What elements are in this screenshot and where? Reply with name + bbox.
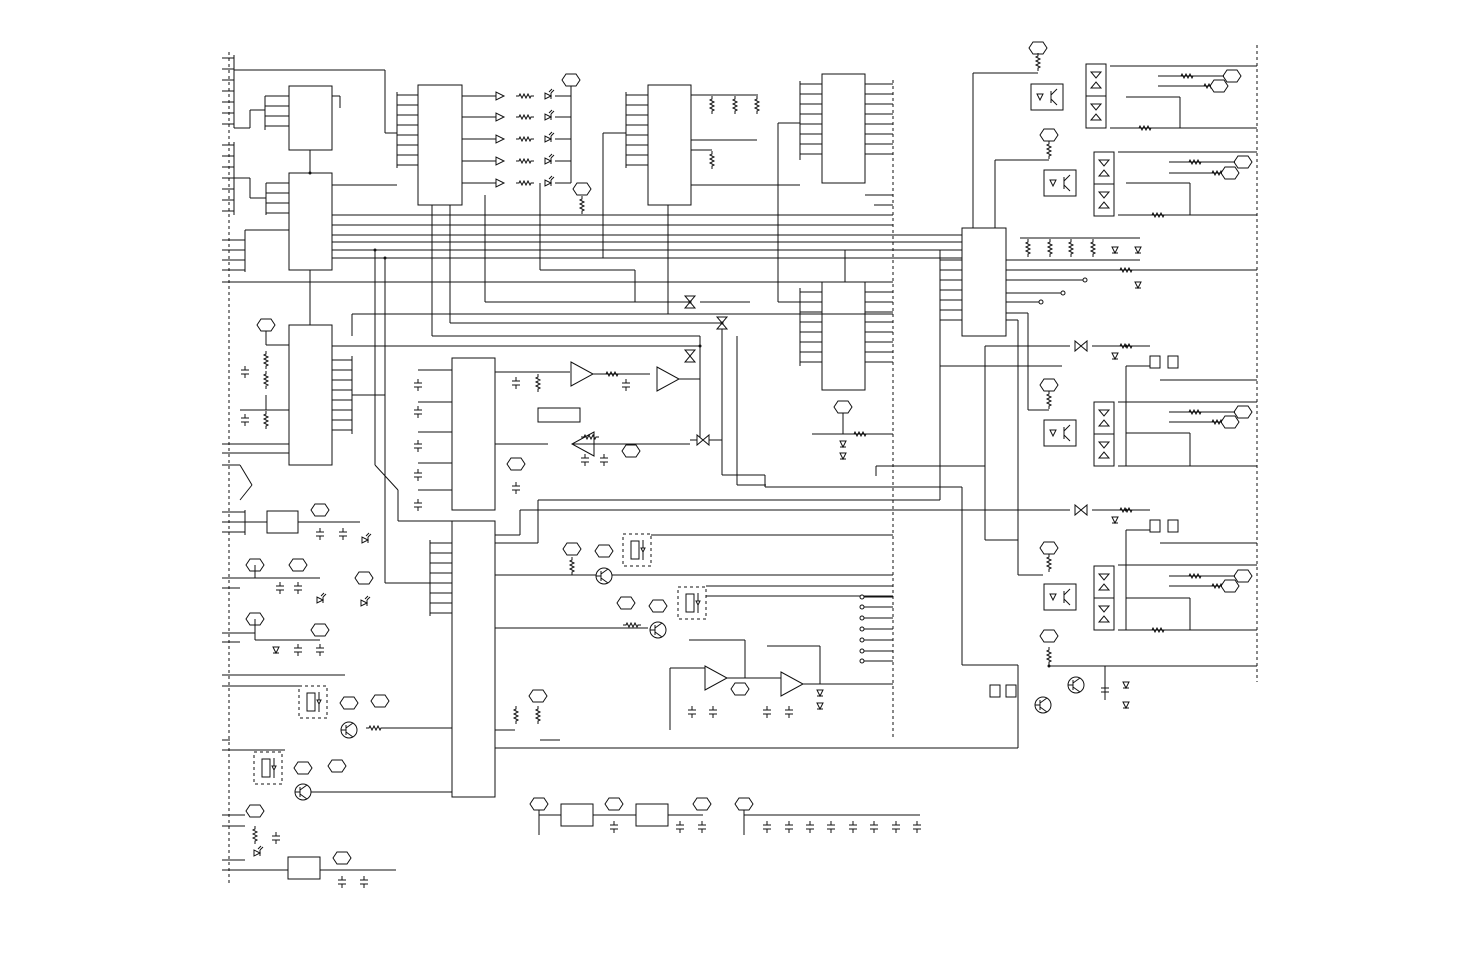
- ic-u6: [800, 74, 893, 183]
- amplifier-stage: [670, 640, 893, 730]
- ic-u9: [430, 521, 1018, 797]
- ic-u1: [234, 86, 340, 150]
- left-aux-components: [241, 319, 452, 888]
- middle-relay-stages: [563, 534, 893, 663]
- output-channel-1: [973, 42, 1257, 130]
- ic-u2: [234, 150, 332, 272]
- output-channel-3: [1028, 344, 1257, 466]
- ic-u10: [893, 73, 1257, 575]
- ic-u7: [800, 282, 893, 459]
- ic-u3: [240, 270, 352, 465]
- ic-u5: [626, 85, 759, 205]
- bottom-power-section: [530, 798, 921, 835]
- output-channel-4: [1040, 508, 1257, 632]
- ic-u8: [414, 336, 700, 511]
- bidirectional-switches: [685, 296, 1087, 515]
- output-channel-5: [990, 630, 1257, 713]
- output-channel-2: [995, 129, 1257, 217]
- signal-buses: [230, 70, 1018, 748]
- ic-u4: [397, 74, 591, 214]
